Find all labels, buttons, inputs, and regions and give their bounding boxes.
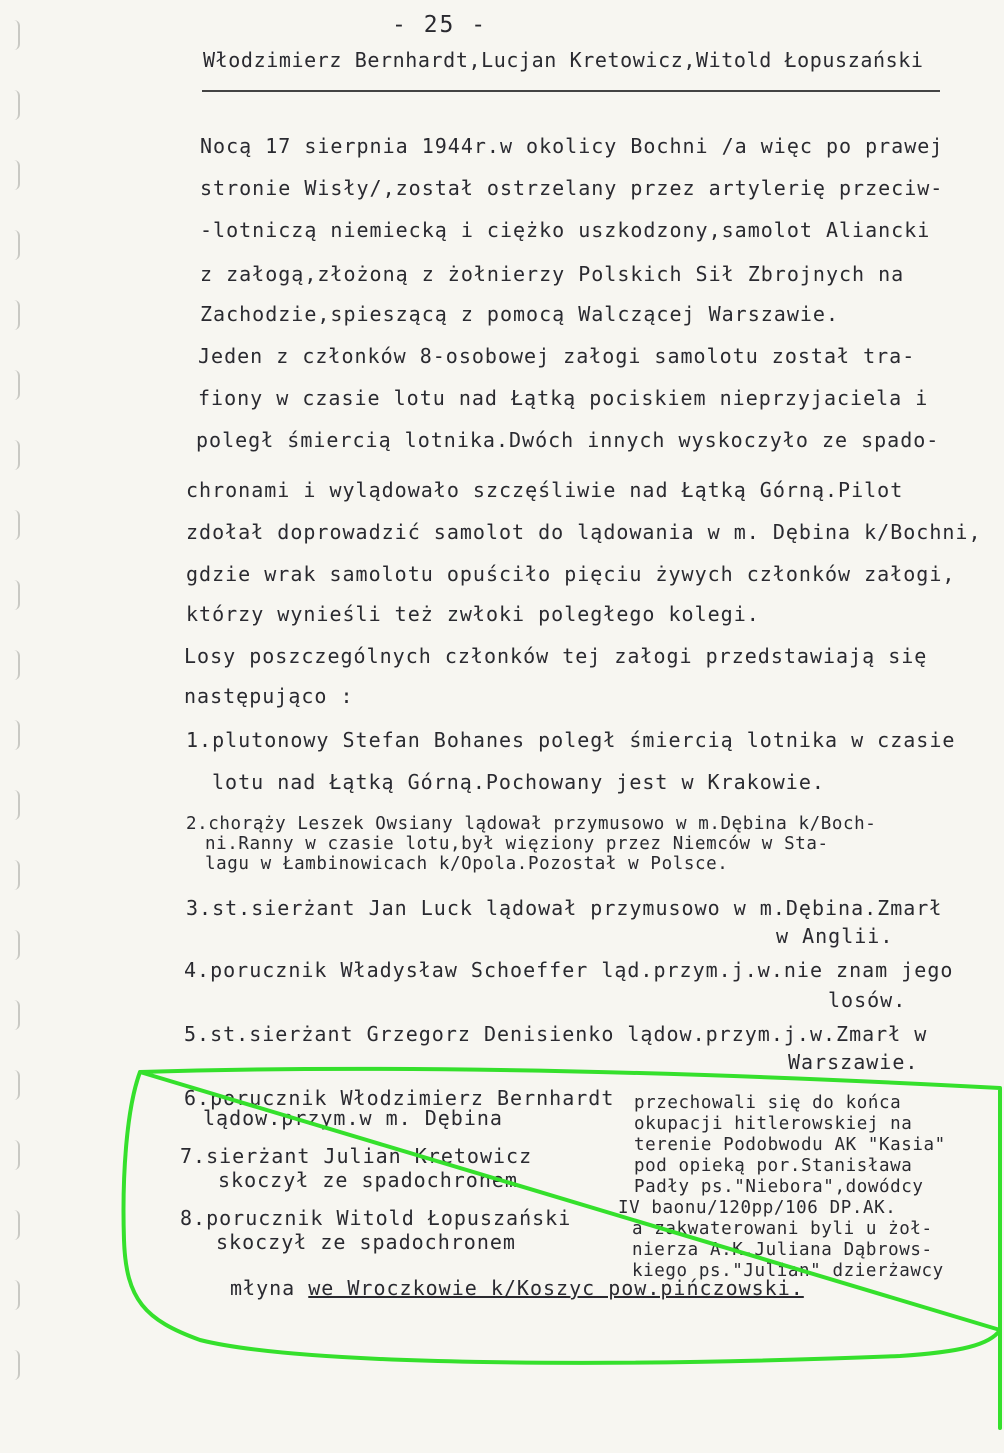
shelter-note-line: kiego ps."Julian" dzierżawcy — [632, 1261, 944, 1281]
body-line: Losy poszczególnych członków tej załogi przedstawiają się — [184, 644, 928, 668]
crew-item-7: 7.sierżant Julian Kretowicz — [180, 1144, 533, 1168]
crew-item-4-cont: losów. — [828, 988, 907, 1012]
crew-item-8: 8.porucznik Witold Łopuszański — [180, 1206, 572, 1230]
shelter-note-line: okupacji hitlerowskiej na — [634, 1114, 913, 1134]
crew-item-5: 5.st.sierżant Grzegorz Denisienko lądow.przym.j.w.Zmarł w — [184, 1022, 928, 1046]
shelter-note-line: pod opieką por.Stanisława — [634, 1156, 913, 1176]
closing-line-start: młyna — [230, 1276, 309, 1300]
body-line: poległ śmiercią lotnika.Dwóch innych wyskoczyło ze spado- — [196, 428, 940, 452]
crew-item-8-cont: skoczył ze spadochronem — [216, 1230, 516, 1254]
closing-line-underlined: we Wroczkowie k/Koszyc pow.pińczowski. — [308, 1276, 804, 1300]
crew-item-3: 3.st.sierżant Jan Luck lądował przymusowo w m.Dębina.Zmarł — [186, 896, 943, 920]
body-line: którzy wynieśli też zwłoki poległego kolegi. — [186, 602, 760, 626]
shelter-note-line: a zakwaterowani byli u żoł- — [632, 1219, 933, 1239]
shelter-note-line: przechowali się do końca — [634, 1093, 902, 1113]
page-number: - 25 - — [392, 12, 488, 38]
body-line: chronami i wylądowało szczęśliwie nad Łątką Górną.Pilot — [186, 478, 904, 502]
body-line: stronie Wisły/,został ostrzelany przez artylerię przeciw- — [200, 176, 944, 200]
crew-item-1: 1.plutonowy Stefan Bohanes poległ śmiercią lotnika w czasie — [186, 728, 956, 752]
body-line: Nocą 17 sierpnia 1944r.w okolicy Bochni /a więc po prawej — [200, 134, 944, 158]
body-line: fiony w czasie lotu nad Łątką pociskiem nieprzyjaciela i — [198, 386, 929, 410]
crew-item-1-cont: lotu nad Łątką Górną.Pochowany jest w Krakowie. — [212, 770, 825, 794]
body-line: Jeden z członków 8-osobowej załogi samolotu został tra- — [198, 344, 916, 368]
crew-item-3-cont: w Anglii. — [776, 924, 894, 948]
body-line: -lotniczą niemiecką i ciężko uszkodzony,samolot Aliancki — [200, 218, 931, 242]
crew-item-5-cont: Warszawie. — [788, 1050, 919, 1074]
body-line: zdołał doprowadzić samolot do lądowania w m. Dębina k/Bochni, — [186, 520, 982, 544]
body-line: z załogą,złożoną z żołnierzy Polskich Sił Zbrojnych na — [200, 262, 905, 286]
shelter-note-line: Padły ps."Niebora",dowódcy — [634, 1177, 924, 1197]
shelter-note-line: IV baonu/120pp/106 DP.AK. — [618, 1198, 897, 1218]
crew-item-7-cont: skoczył ze spadochronem — [218, 1168, 518, 1192]
shelter-note-line: nierza A.K.Juliana Dąbrows- — [632, 1240, 933, 1260]
header-names: Włodzimierz Bernhardt,Lucjan Kretowicz,Witold Łopuszański — [203, 48, 924, 72]
body-line: Zachodzie,spieszącą z pomocą Walczącej Warszawie. — [200, 302, 840, 326]
body-line: następująco : — [184, 684, 354, 708]
crew-item-4: 4.porucznik Władysław Schoeffer ląd.przym.j.w.nie znam jego — [184, 958, 954, 982]
crew-item-2-cont: ni.Ranny w czasie lotu,był więziony przez Niemców w Sta- — [205, 834, 829, 854]
crew-item-6-cont: lądow.przym.w m. Dębina — [203, 1106, 503, 1130]
shelter-note-line: terenie Podobwodu AK "Kasia" — [634, 1135, 946, 1155]
body-line: gdzie wrak samolotu opuściło pięciu żywych członków załogi, — [186, 562, 956, 586]
crew-item-6: 6.porucznik Włodzimierz Bernhardt — [184, 1086, 615, 1110]
crew-item-2-cont: lagu w Łambinowicach k/Opola.Pozostał w Polsce. — [205, 854, 729, 874]
crew-item-2: 2.chorąży Leszek Owsiany lądował przymusowo w m.Dębina k/Boch- — [186, 814, 877, 834]
